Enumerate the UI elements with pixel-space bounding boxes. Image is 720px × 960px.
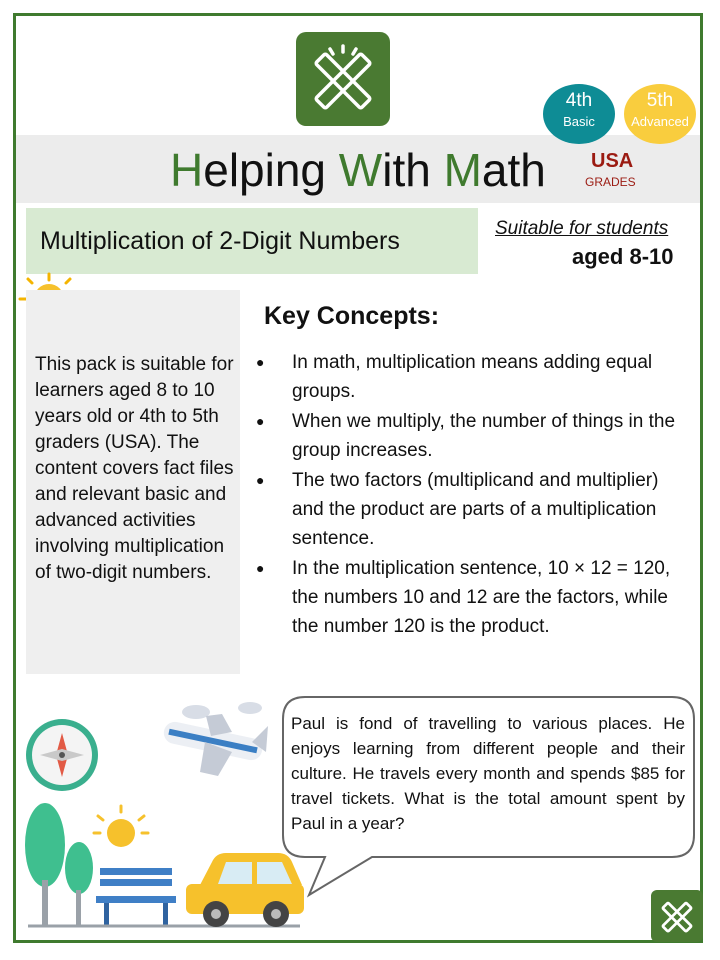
list-item: ● In math, multiplication means adding equal groups. [256, 352, 653, 402]
suitable-label: Suitable for students [495, 218, 669, 239]
list-item: ● When we multiply, the number of things in the group increases. [256, 411, 676, 461]
list-item: ● The two factors (multiplicand and multiplier) and the product are parts of a multiplication sentence. [256, 470, 659, 549]
grade-badge-4th: 4th Basic [543, 84, 615, 144]
car-icon [186, 853, 304, 927]
pack-description: This pack is suitable for learners aged 8 to 10 years old or 4th to 5th graders (USA). The content covers fact files and relevant basic and advanced activities involving multiplication of two-digit numbers. [35, 354, 234, 583]
list-item: ● In the multiplication sentence, 10 × 12 = 120, the numbers 10 and 12 are the factors, while the number 120 is the product. [256, 558, 671, 637]
grade-badge-5th: 5th Advanced [624, 84, 696, 144]
sun-icon [94, 806, 148, 847]
grades-label: GRADES [585, 175, 636, 189]
region-label: USA [591, 150, 634, 172]
topic-title: Multiplication of 2-Digit Numbers [40, 227, 400, 255]
age-range: aged 8-10 [572, 244, 674, 269]
key-concepts-title: Key Concepts: [264, 302, 440, 330]
site-title: Helping With Math [170, 144, 546, 196]
bench-icon [96, 868, 176, 925]
airplane-icon [162, 714, 268, 776]
tree-icon [25, 803, 93, 925]
word-problem: Paul is fond of travelling to various places. He enjoys learning from different people and their culture. He travels every month and spends $85 for travel tickets. What is the total amount spent by Paul in a year? [291, 714, 685, 833]
corner-logo-icon [651, 890, 703, 942]
compass-icon [26, 719, 98, 791]
